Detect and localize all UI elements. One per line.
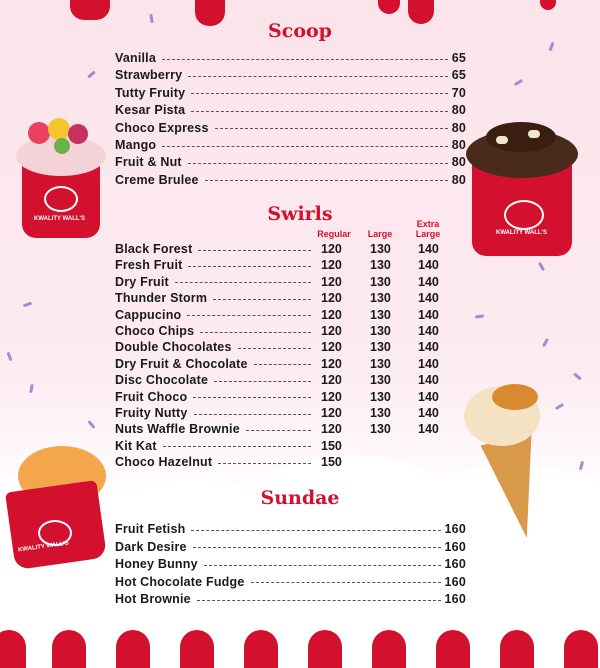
item-name: Cappucino [115, 307, 182, 322]
item-name: Tutty Fruity [115, 85, 186, 100]
menu-item [115, 438, 315, 454]
menu-item [115, 241, 315, 257]
item-name: Vanilla [115, 51, 157, 65]
price-regular: 120 [321, 356, 342, 371]
item-name: Thunder Storm [115, 291, 208, 306]
price-large: 130 [370, 242, 391, 256]
price-extra-large: 140 [418, 406, 439, 420]
price-extra-large: 140 [418, 242, 439, 256]
leader-dots [162, 146, 447, 147]
price-regular: 120 [321, 291, 342, 306]
menu-item [115, 274, 315, 290]
price-regular: 120 [321, 406, 342, 420]
menu-item [115, 172, 466, 188]
item-price: 80 [451, 120, 466, 135]
section-title-scoop: Scoop [268, 20, 332, 42]
leader-dots [238, 348, 311, 349]
leader-dots [204, 565, 441, 566]
menu-item [115, 307, 315, 323]
menu-item [115, 323, 315, 339]
cup-brand-text: KWALITY WALL'S [496, 230, 547, 236]
price-extra-large: 140 [418, 274, 439, 289]
menu-item [115, 102, 466, 118]
section-title-swirls: Swirls [267, 203, 333, 225]
menu-item [115, 539, 466, 555]
header-extra-large-line2: Large [415, 229, 441, 239]
menu-item [115, 137, 466, 153]
price-extra-large: 140 [418, 373, 439, 388]
leader-dots [188, 76, 447, 77]
leader-dots [254, 364, 311, 365]
item-name: Choco Chips [115, 324, 195, 338]
price-extra-large: 140 [418, 324, 439, 338]
menu-item [115, 50, 466, 66]
item-name: Fresh Fruit [115, 258, 183, 273]
price-large: 130 [370, 291, 391, 306]
header-large: Large [367, 229, 393, 239]
price-large: 130 [370, 340, 391, 355]
price-extra-large: 140 [418, 356, 439, 371]
item-name: Disc Chocolate [115, 373, 209, 388]
cup-brand-text: KWALITY WALL'S [17, 540, 70, 554]
leader-dots [193, 397, 311, 398]
leader-dots [214, 381, 311, 382]
leader-dots [213, 299, 311, 300]
leader-dots [191, 93, 447, 94]
price-regular: 150 [321, 438, 342, 453]
leader-dots [193, 547, 441, 548]
price-large: 130 [370, 389, 391, 404]
leader-dots [191, 111, 447, 112]
price-regular: 120 [321, 307, 342, 322]
menu-item [115, 154, 466, 170]
item-price: 80 [451, 138, 466, 152]
menu-item [115, 85, 466, 101]
leader-dots [187, 315, 311, 316]
item-name: Fruit Choco [115, 389, 188, 404]
item-price: 160 [444, 592, 466, 607]
header-extra-large-line1: Extra [416, 219, 440, 229]
bottom-drip-decoration [0, 628, 600, 668]
price-large: 130 [370, 373, 391, 388]
item-name: Honey Bunny [115, 557, 198, 572]
price-regular: 120 [321, 389, 342, 404]
item-name: Creme Brulee [115, 172, 199, 187]
leader-dots [251, 582, 441, 583]
item-name: Black Forest [115, 242, 193, 256]
price-large: 130 [370, 324, 391, 338]
leader-dots [188, 266, 311, 267]
price-large: 130 [370, 406, 391, 420]
cup-brand-text: KWALITY WALL'S [34, 216, 85, 222]
price-extra-large: 140 [418, 307, 439, 322]
menu-item [115, 120, 466, 136]
menu-item [115, 339, 315, 355]
leader-dots [215, 128, 448, 129]
menu-item [115, 454, 315, 470]
leader-dots [198, 250, 311, 251]
price-regular: 120 [321, 258, 342, 273]
item-name: Kit Kat [115, 438, 157, 453]
item-name: Fruit Fetish [115, 522, 186, 536]
menu-item [115, 290, 315, 306]
item-name: Choco Express [115, 120, 209, 135]
leader-dots [197, 600, 441, 601]
menu-item [115, 67, 466, 83]
leader-dots [162, 59, 448, 60]
section-title-sundae: Sundae [260, 487, 340, 509]
item-name: Fruit & Nut [115, 155, 182, 170]
menu-item [115, 521, 466, 537]
item-price: 70 [451, 85, 466, 100]
header-regular: Regular [317, 229, 351, 239]
menu-item [115, 356, 315, 372]
item-name: Choco Hazelnut [115, 455, 213, 470]
item-name: Fruity Nutty [115, 406, 188, 420]
menu-item [115, 405, 315, 421]
menu-item [115, 591, 466, 607]
item-name: Mango [115, 138, 157, 152]
menu-item [115, 257, 315, 273]
price-extra-large: 140 [418, 258, 439, 273]
leader-dots [163, 446, 311, 447]
item-price: 80 [451, 155, 466, 170]
menu-item [115, 421, 315, 437]
leader-dots [194, 414, 311, 415]
price-regular: 120 [321, 373, 342, 388]
leader-dots [218, 463, 311, 464]
item-price: 160 [444, 574, 466, 589]
item-name: Strawberry [115, 68, 183, 83]
leader-dots [205, 180, 448, 181]
price-large: 130 [370, 307, 391, 322]
price-regular: 120 [321, 324, 342, 338]
leader-dots [188, 163, 448, 164]
item-price: 160 [444, 522, 466, 536]
item-name: Hot Chocolate Fudge [115, 574, 245, 589]
item-price: 80 [451, 103, 466, 118]
price-large: 130 [370, 274, 391, 289]
menu-item [115, 556, 466, 572]
item-price: 160 [444, 557, 466, 572]
item-name: Kesar Pista [115, 103, 186, 118]
price-regular: 120 [321, 242, 342, 256]
price-large: 130 [370, 422, 391, 437]
leader-dots [191, 530, 440, 531]
price-extra-large: 140 [418, 389, 439, 404]
leader-dots [200, 332, 311, 333]
price-regular: 150 [321, 455, 342, 470]
item-price: 65 [451, 68, 466, 83]
leader-dots [175, 282, 311, 283]
price-regular: 120 [321, 340, 342, 355]
item-name: Hot Brownie [115, 592, 191, 607]
item-price: 80 [451, 172, 466, 187]
item-name: Double Chocolates [115, 340, 232, 355]
price-large: 130 [370, 258, 391, 273]
item-price: 160 [444, 539, 466, 554]
item-name: Dry Fruit [115, 274, 169, 289]
item-name: Nuts Waffle Brownie [115, 422, 240, 437]
ice-cream-cup-image-right-top [466, 120, 584, 260]
menu-item [115, 574, 466, 590]
price-extra-large: 140 [418, 291, 439, 306]
ice-cream-cone-image [458, 384, 550, 544]
price-large: 130 [370, 356, 391, 371]
menu-item [115, 389, 315, 405]
item-price: 65 [451, 51, 466, 65]
price-regular: 120 [321, 422, 342, 437]
item-name: Dark Desire [115, 539, 187, 554]
price-extra-large: 140 [418, 340, 439, 355]
price-regular: 120 [321, 274, 342, 289]
price-extra-large: 140 [418, 422, 439, 437]
menu-item [115, 372, 315, 388]
item-name: Dry Fruit & Chocolate [115, 356, 248, 371]
leader-dots [246, 430, 311, 431]
